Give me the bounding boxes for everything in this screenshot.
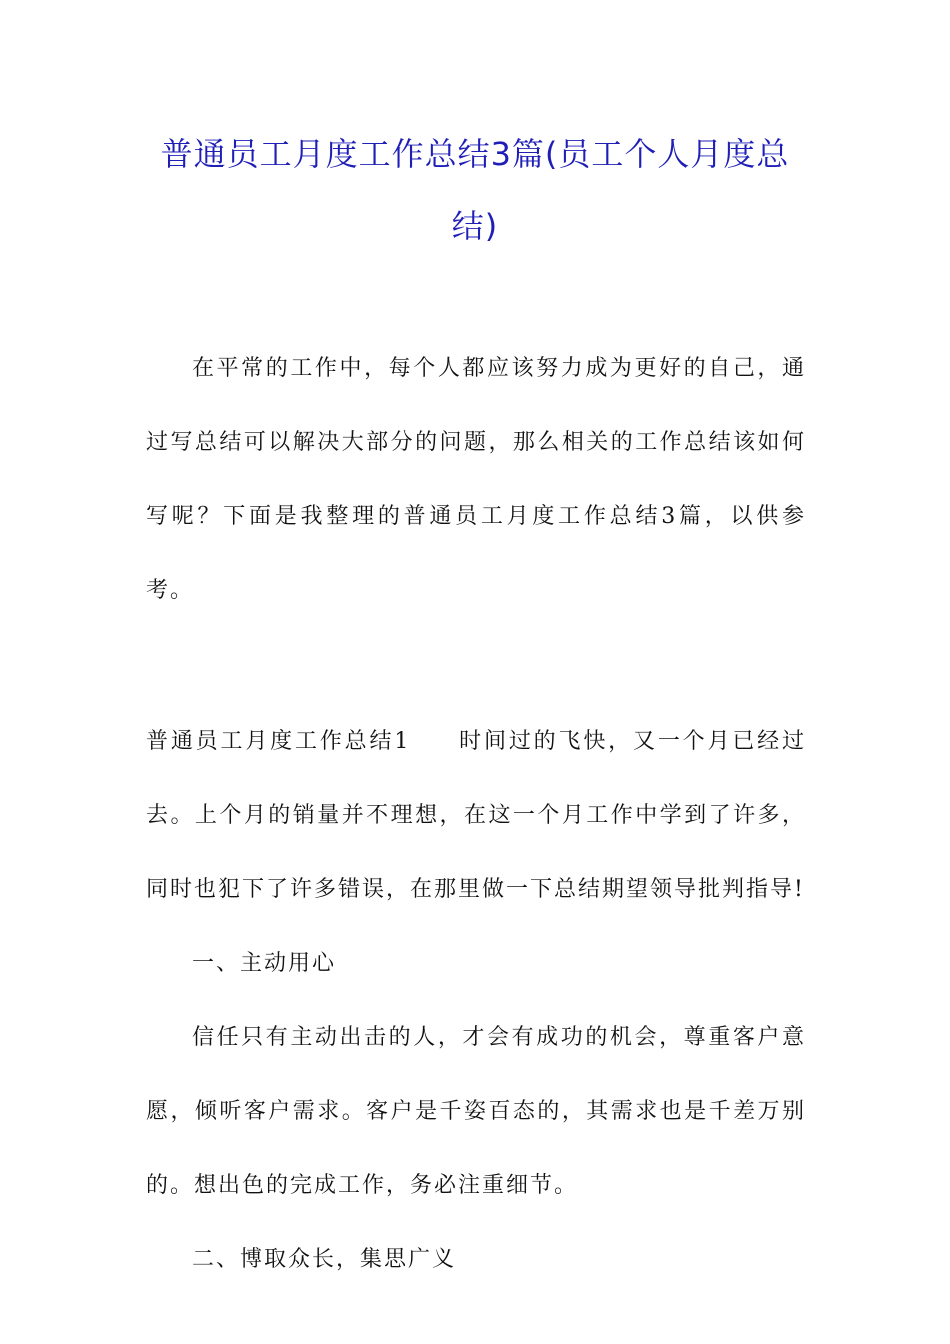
section-1-paragraph: [146, 705, 806, 927]
point-1-title: 一、主动用心: [192, 951, 337, 976]
point-2-title: 二、博取众长，集思广义: [192, 1247, 457, 1272]
document-title: 普通员工月度工作总结3篇(员工个人月度总结): [160, 135, 790, 245]
document-body: [146, 332, 806, 1297]
point-1-body: 信任只有主动出击的人，才会有成功的机会，尊重客户意愿，倾听客户需求。客户是千姿百态的，其需求也是千差万别的。想出色的完成工作，务必注重细节。: [146, 1025, 806, 1198]
section-1-lead: 时间过的飞快，又一个月已经过去。上个月的销量并不理想，在这一个月工作中学到了许多，同时也犯下了许多错误，在那里做一下总结期望领导批判指导!: [146, 729, 806, 902]
section-1-heading: 普通员工月度工作总结1: [146, 729, 411, 754]
intro-paragraph: 在平常的工作中，每个人都应该努力成为更好的自己，通过写总结可以解决大部分的问题，那么相关的工作总结该如何写呢？下面是我整理的普通员工月度工作总结3篇，以供参考。: [146, 356, 806, 603]
